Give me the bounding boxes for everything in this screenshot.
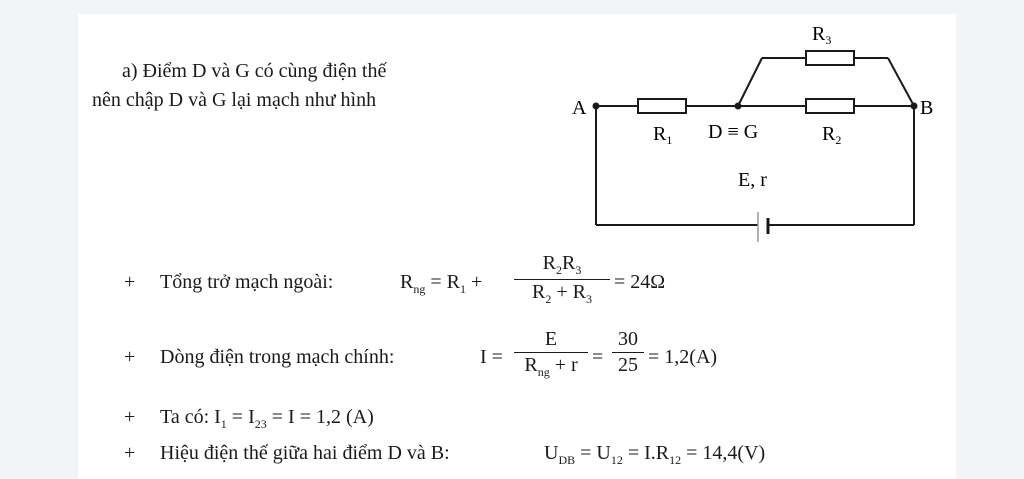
r3-label: $R_3$ [812,23,832,47]
node-a-label: A [572,97,587,119]
step2-eq: = [592,346,604,368]
node-dg-label: D ≡ G [708,121,759,143]
step3-text: Ta có: $I_1 = I_{23} = I = 1,2$ (A) [160,406,374,431]
resistor-r3 [806,51,854,65]
step2-result: = 1,2(A) [648,346,718,368]
bullet-1: + [124,271,136,293]
step1-lhs: $R_{ng} = R_1$ + [400,271,483,296]
node-a-dot [593,103,600,110]
bullet-4: + [124,442,136,464]
step1-numerator: $R_2R_3$ [542,252,582,277]
r2-label: $R_2$ [822,123,842,147]
step1-fraction [514,252,610,307]
step2-lhs: I = [480,346,503,368]
resistor-r1 [638,99,686,113]
bullet-3: + [124,406,136,428]
source-label: E, r [738,169,767,191]
step1-label: Tổng trở mạch ngoài: [160,271,334,293]
intro-line-1: a) Điểm D và G có cùng điện thế [122,60,387,82]
step1-result: = 24Ω [614,271,666,293]
node-b-dot [911,103,918,110]
r1-label: $R_1$ [653,123,673,147]
step1-denominator: $R_2 + R_3$ [532,281,592,306]
step2-fraction-2: 30 25 [612,328,644,377]
intro-line-2: nên chập D và G lại mạch như hình [92,89,377,111]
step2-fraction-1: E $R_{ng} + r$ [514,328,588,380]
step4-equation: $U_{DB} = U_{12} = I.R_{12} = 14,4(V)$ [544,442,766,467]
node-dg-dot [735,103,742,110]
node-b-label: B [920,97,934,119]
resistor-r2 [806,99,854,113]
step2-label: Dòng điện trong mạch chính: [160,346,395,368]
circuit-diagram [78,14,956,264]
step4-label: Hiệu điện thế giữa hai điểm D và B: [160,442,450,464]
bullet-2: + [124,346,136,368]
document-page [78,14,956,479]
